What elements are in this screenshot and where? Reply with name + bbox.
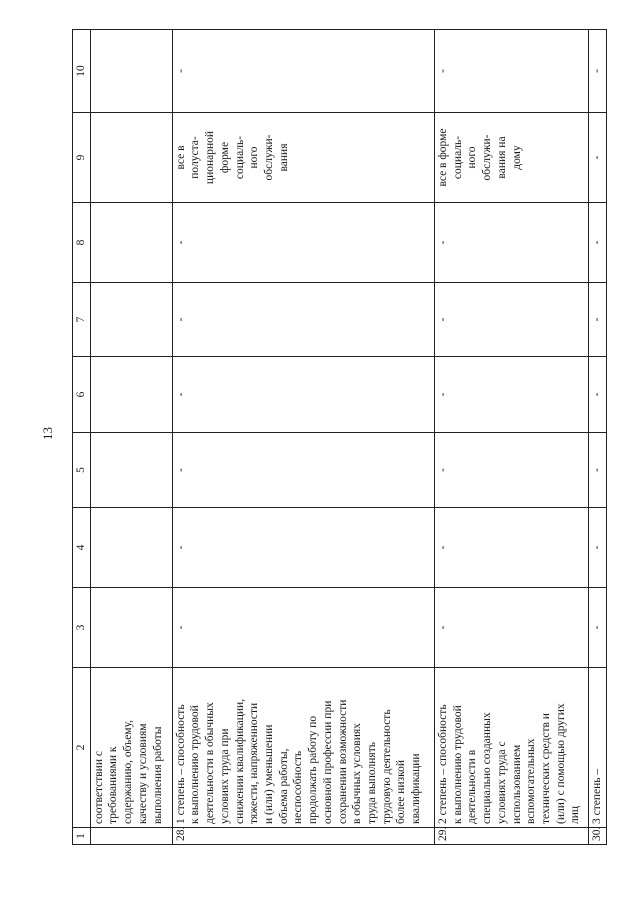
dash-cell: - [434,30,588,113]
description-cell: 3 степень – [588,668,606,828]
value-cell [90,508,172,588]
dash-cell: - [588,113,606,203]
dash-cell: - [588,203,606,283]
dash-cell: - [172,433,434,508]
column-header: 2 [73,668,91,828]
value-cell [90,203,172,283]
dash-cell: - [434,433,588,508]
column-header: 6 [73,357,91,433]
page-number: 13 [40,427,55,440]
dash-cell: - [434,203,588,283]
column-header: 9 [73,113,91,203]
dash-cell: - [588,283,606,357]
service-form-cell: все в форме социаль- ного обслужи- вания на дому [434,113,588,203]
rotated-table-wrapper [72,30,607,845]
value-cell [90,357,172,433]
column-header: 3 [73,588,91,668]
dash-cell: - [434,283,588,357]
row-number-cell: 28. [172,828,434,845]
description-cell: 1 степень – способность к выполнению трудовой деятельности в обычных условиях труда при снижении квалификации, тяжести, напряженности и (или) уменьшении объема работы, неспособность продолжать работу по основной профессии при сохранении возможности в обычных условиях труда выполнять трудовую деятельность более низкой квалификации [172,668,434,828]
value-cell [90,433,172,508]
table-row [588,30,606,845]
header-row [73,30,91,845]
description-cell: соответствии с требованиями к содержанию, объему, качеству и условиям выполнения работы [90,668,172,828]
dash-cell: - [172,203,434,283]
column-header: 8 [73,203,91,283]
column-header: 4 [73,508,91,588]
services-table [72,29,607,845]
column-header: 7 [73,283,91,357]
dash-cell: - [172,30,434,113]
dash-cell: - [434,508,588,588]
column-header: 5 [73,433,91,508]
dash-cell: - [434,357,588,433]
row-number-cell [90,828,172,845]
dash-cell: - [588,357,606,433]
value-cell [90,30,172,113]
dash-cell: - [172,588,434,668]
description-cell: 2 степень – способность к выполнению трудовой деятельности в специально созданных условиях труда с использованием вспомогательных технических средств и (или) с помощью других лиц [434,668,588,828]
table-row [172,30,434,845]
dash-cell: - [588,508,606,588]
column-header: 10 [73,30,91,113]
dash-cell: - [434,588,588,668]
dash-cell: - [588,588,606,668]
value-cell [90,113,172,203]
value-cell [90,588,172,668]
table-row [90,30,172,845]
column-header: 1 [73,828,91,845]
row-number-cell: 29. [434,828,588,845]
value-cell [90,283,172,357]
dash-cell: - [172,508,434,588]
service-form-cell: все в полуста- ционарной форме социаль- ного обслужи- вания [172,113,434,203]
table-row [434,30,588,845]
dash-cell: - [588,433,606,508]
dash-cell: - [172,283,434,357]
dash-cell: - [172,357,434,433]
dash-cell: - [588,30,606,113]
row-number-cell: 30. [588,828,606,845]
